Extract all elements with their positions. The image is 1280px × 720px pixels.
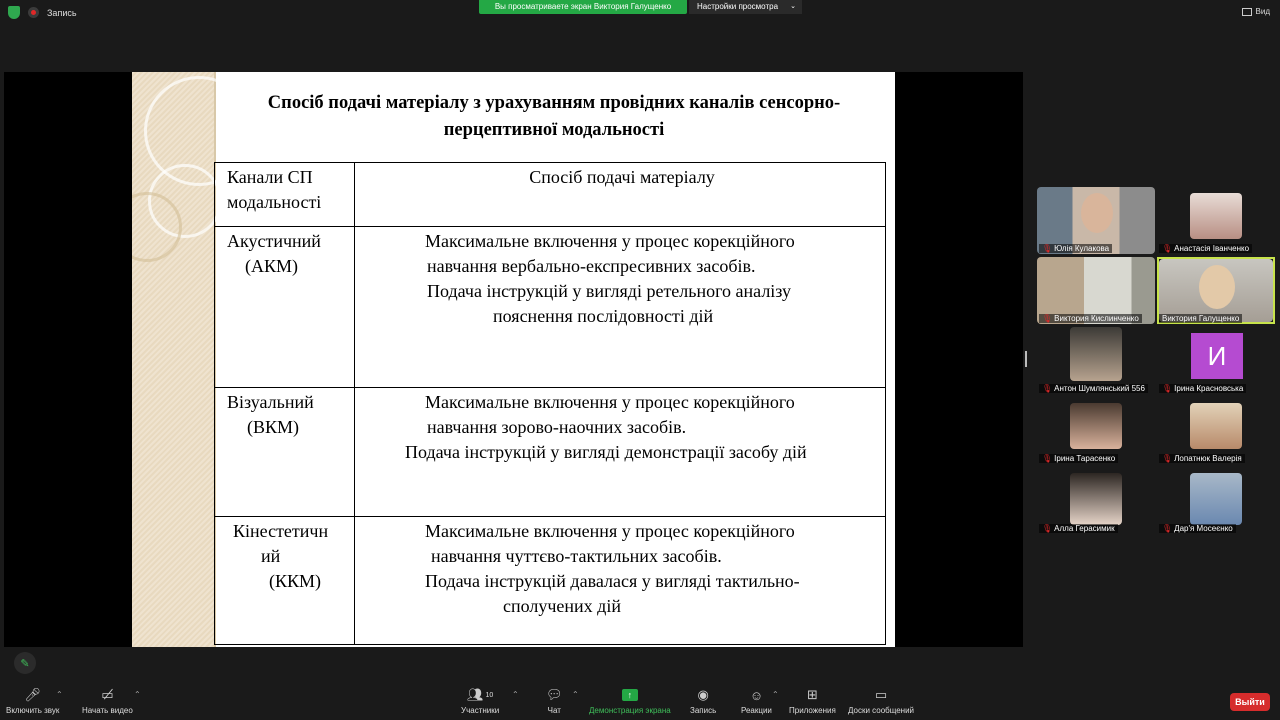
- table-row: [215, 388, 886, 517]
- apps-icon: ⊞: [806, 687, 818, 702]
- record-button[interactable]: ◉ Запись: [690, 687, 717, 715]
- participants-count: 10: [485, 691, 494, 699]
- channel-name-cont: ий: [261, 546, 281, 566]
- participants-button[interactable]: 👥︎ 10 Участники: [461, 687, 500, 715]
- record-status: [8, 6, 77, 19]
- whiteboard-icon: ▭: [874, 687, 888, 702]
- header-channels: Канали СП модальності: [215, 163, 355, 227]
- participant-name: 🎙︎ Ірина Тарасенко: [1039, 454, 1118, 463]
- participant-name: 🎙︎ Виктория Кислинченко: [1039, 314, 1142, 323]
- mic-muted-icon: 🎤︎: [24, 687, 41, 702]
- apps-button[interactable]: ⊞ Приложения: [789, 687, 836, 715]
- start-video-button[interactable]: ▭̸ Начать видео: [82, 687, 133, 715]
- channel-abbr: (ККМ): [269, 571, 322, 591]
- video-thumbnail: [1070, 473, 1122, 525]
- participant-tile-active-speaker[interactable]: [1157, 257, 1275, 324]
- participant-tile[interactable]: [1157, 467, 1275, 534]
- reactions-button[interactable]: ☺ Реакции: [741, 687, 772, 715]
- table-row: [215, 517, 886, 645]
- video-thumbnail: [1190, 473, 1242, 525]
- method-line: Подача інструкцій у вигляді демонстрації засобу дій: [405, 442, 807, 462]
- grid-view-icon: [1242, 8, 1252, 16]
- share-screen-button[interactable]: ↑ Демонстрация экрана: [589, 690, 671, 715]
- audio-options-chevron-icon[interactable]: ⌃: [56, 690, 63, 699]
- participant-tile[interactable]: [1037, 187, 1155, 254]
- channel-name: Кінестетичн: [233, 521, 329, 541]
- video-thumbnail: [1070, 403, 1122, 449]
- view-button[interactable]: [1242, 7, 1270, 16]
- participant-face: [1081, 193, 1113, 233]
- participants-icon: 👥︎ 10: [466, 687, 494, 702]
- method-line: Подача інструкцій у вигляді ретельного аналізу: [427, 281, 792, 301]
- share-screen-icon: ↑: [622, 689, 638, 701]
- participant-name: 🎙︎ Алла Герасимик: [1039, 524, 1118, 533]
- participant-tile[interactable]: [1037, 327, 1155, 394]
- recording-icon: [28, 7, 39, 18]
- whiteboard-button[interactable]: ▭ Доски сообщений: [848, 687, 915, 715]
- annotate-pencil-icon[interactable]: ✎: [14, 652, 36, 674]
- mic-muted-icon: 🎙︎: [1042, 454, 1053, 463]
- channel-abbr: (АКМ): [245, 256, 298, 276]
- channel-name: Візуальний: [227, 392, 314, 412]
- mic-muted-icon: 🎙︎: [1162, 524, 1173, 533]
- leave-meeting-button[interactable]: Выйти: [1230, 693, 1270, 711]
- participant-tile[interactable]: [1037, 467, 1155, 534]
- participant-tile[interactable]: [1037, 397, 1155, 464]
- method-cell: [355, 517, 886, 645]
- method-line: Максимальне включення у процес корекційного: [425, 521, 795, 541]
- header-method: Спосіб подачі матеріалу: [355, 163, 886, 227]
- channel-cell: [215, 517, 355, 645]
- method-line: Максимальне включення у процес корекційного: [425, 392, 795, 412]
- participants-chevron-icon[interactable]: ⌃: [512, 690, 519, 699]
- mic-muted-icon: 🎙︎: [1162, 244, 1173, 253]
- participant-tile[interactable]: [1157, 187, 1275, 254]
- video-thumbnail: [1070, 327, 1122, 381]
- participant-avatar: И: [1191, 333, 1243, 379]
- unmute-button[interactable]: 🎤︎ Включить звук: [6, 687, 60, 715]
- method-line: навчання чуттєво-тактильних засобів.: [431, 546, 722, 566]
- chevron-down-icon: ⌄: [790, 3, 796, 10]
- security-shield-icon[interactable]: [8, 6, 20, 19]
- participant-tile[interactable]: [1157, 397, 1275, 464]
- mic-muted-icon: 🎙︎: [1042, 384, 1053, 393]
- participant-face: [1199, 265, 1235, 309]
- participant-name: 🎙︎ Лопатнюк Валерія: [1159, 454, 1245, 463]
- channel-cell: [215, 227, 355, 388]
- mic-muted-icon: 🎙︎: [1042, 314, 1053, 323]
- record-icon: ◉: [697, 687, 709, 702]
- participant-name: 🎙︎ Антон Шумлянський 556: [1039, 384, 1148, 393]
- table-header-row: [215, 163, 886, 227]
- method-line: Подача інструкцій давалася у вигляді тактильно-: [425, 571, 800, 591]
- chat-button[interactable]: 💬︎ Чат: [546, 687, 563, 715]
- chat-icon: 💬︎: [546, 687, 563, 702]
- mic-muted-icon: 🎙︎: [1042, 244, 1053, 253]
- view-options-dropdown[interactable]: [689, 0, 802, 14]
- participant-name: 🎙︎ Юлія Кулакова: [1039, 244, 1112, 253]
- reactions-chevron-icon[interactable]: ⌃: [772, 690, 779, 699]
- presentation-slide: [132, 72, 895, 647]
- method-cell: [355, 227, 886, 388]
- participant-name: 🎙︎ Ірина Красновська: [1159, 384, 1246, 393]
- participant-name: Виктория Галущенко: [1159, 314, 1242, 323]
- meeting-toolbar: [0, 680, 1280, 720]
- participant-name: 🎙︎ Дар'я Мосеєнко: [1159, 524, 1236, 533]
- slide-decoration: [132, 72, 216, 647]
- table-row: [215, 227, 886, 388]
- video-thumbnail: [1190, 403, 1242, 449]
- chat-chevron-icon[interactable]: ⌃: [572, 690, 579, 699]
- view-options-label: Настройки просмотра: [697, 2, 779, 11]
- screen-share-notice: Вы просматриваете экран Виктория Галущенко: [479, 0, 687, 14]
- participant-name: 🎙︎ Анастасія Іванченко: [1159, 244, 1252, 253]
- participant-tile[interactable]: [1157, 327, 1275, 394]
- method-line: навчання зорово-наочних засобів.: [427, 417, 687, 437]
- method-line: пояснення послідовності дій: [493, 306, 714, 326]
- channel-cell: [215, 388, 355, 517]
- channel-abbr: (ВКМ): [247, 417, 300, 437]
- video-thumbnail: [1190, 193, 1242, 239]
- participant-tile[interactable]: [1037, 257, 1155, 324]
- channel-name: Акустичний: [227, 231, 321, 251]
- method-line: сполучених дій: [503, 596, 621, 616]
- reactions-icon: ☺: [749, 687, 764, 703]
- mic-muted-icon: 🎙︎: [1162, 384, 1173, 393]
- method-line: Максимальне включення у процес корекційного: [425, 231, 795, 251]
- video-off-icon: ▭̸: [101, 687, 114, 702]
- record-label: Запись: [47, 7, 77, 18]
- method-cell: [355, 388, 886, 517]
- slide-title: Спосіб подачі матеріалу з урахуванням провідних каналів сенсорно-перцептивної модальності: [267, 93, 841, 140]
- method-line: навчання вербально-експресивних засобів.: [427, 256, 756, 276]
- view-button-label: Вид: [1255, 7, 1270, 16]
- video-options-chevron-icon[interactable]: ⌃: [134, 690, 141, 699]
- material-table: [214, 162, 886, 645]
- mic-muted-icon: 🎙︎: [1162, 454, 1173, 463]
- gallery-resize-handle[interactable]: [1025, 351, 1027, 367]
- mic-muted-icon: 🎙︎: [1042, 524, 1053, 533]
- top-bar: [0, 0, 1280, 28]
